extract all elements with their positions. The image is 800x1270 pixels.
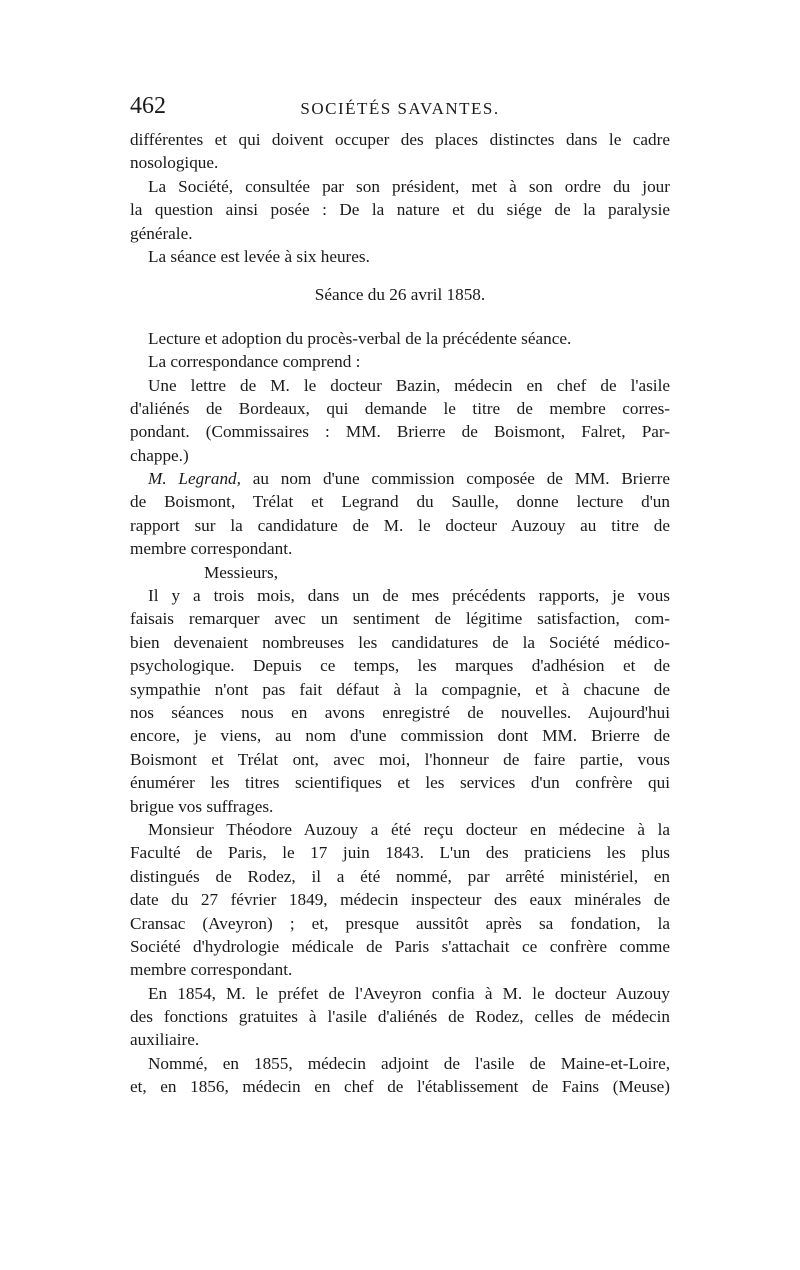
- text-line: Boismont et Trélat ont, avec moi, l'honneur de faire partie, vous: [130, 749, 670, 769]
- text-line: encore, je viens, au nom d'une commission dont MM. Brierre de: [130, 726, 670, 746]
- text-line: Faculté de Paris, le 17 juin 1843. L'un des praticiens les plus: [130, 843, 670, 863]
- text-line: différentes et qui doivent occuper des places distinctes dans le cadre: [130, 130, 670, 149]
- text-line: date du 27 février 1849, médecin inspecteur des eaux minérales de: [130, 890, 670, 910]
- text-line: La Société, consultée par son président, met à son ordre du jour: [148, 176, 670, 196]
- page-header: [130, 93, 670, 123]
- text-line: auxiliaire.: [130, 1030, 200, 1050]
- text-line: Lecture et adoption du procès-verbal de la précédente séance.: [148, 328, 572, 348]
- text-line: chappe.): [130, 445, 189, 465]
- text-line: Nommé, en 1855, médecin adjoint de l'asile de Maine-et-Loire,: [148, 1053, 670, 1073]
- page-number: 462: [130, 93, 166, 119]
- text-line: La correspondance comprend :: [148, 352, 361, 372]
- text-line: Monsieur Théodore Auzouy a été reçu docteur en médecine à la: [148, 819, 670, 839]
- text-line: et, en 1856, médecin en chef de l'établissement de Fains (Meuse): [130, 1077, 670, 1097]
- text-line: énumérer les titres scientifiques et les services d'un confrère qui: [130, 773, 670, 793]
- text-line: nosologique.: [130, 153, 219, 173]
- speaker-name: M. Legrand,: [148, 469, 241, 489]
- text-line: générale.: [130, 223, 193, 243]
- section-heading: Séance du 26 avril 1858.: [314, 285, 486, 305]
- text-line: faisais remarquer avec un sentiment de légitime satisfaction, com-: [130, 609, 670, 629]
- page-body: [130, 128, 670, 1099]
- text-line: sympathie n'ont pas fait défaut à la compagnie, et à chacune de: [130, 679, 670, 699]
- text-line: psychologique. Depuis ce temps, les marques d'adhésion et de: [130, 656, 670, 676]
- text-span: au nom d'une commission composée de MM. Brierre: [240, 469, 670, 489]
- text-line: la question ainsi posée : De la nature et du siége de la paralysie: [130, 200, 670, 220]
- text-line: distingués de Rodez, il a été nommé, par arrêté ministériel, en: [130, 866, 670, 886]
- text-line: Il y a trois mois, dans un de mes précédents rapports, je vous: [148, 586, 670, 606]
- text-line: En 1854, M. le préfet de l'Aveyron confia à M. le docteur Auzouy: [148, 983, 670, 1003]
- text-line: La séance est levée à six heures.: [148, 246, 370, 266]
- text-line: [130, 467, 670, 490]
- text-line: Cransac (Aveyron) ; et, presque aussitôt après sa fondation, la: [130, 913, 670, 933]
- text-line: pondant. (Commissaires : MM. Brierre de Boismont, Falret, Par-: [130, 422, 670, 442]
- text-line: nos séances nous en avons enregistré de nouvelles. Aujourd'hui: [130, 702, 670, 722]
- text-line: membre correspondant.: [130, 539, 293, 559]
- text-line: d'aliénés de Bordeaux, qui demande le titre de membre corres-: [130, 398, 670, 418]
- running-title: SOCIÉTÉS SAVANTES.: [300, 99, 500, 118]
- text-line: Une lettre de M. le docteur Bazin, médecin en chef de l'asile: [148, 375, 670, 395]
- text-line: de Boismont, Trélat et Legrand du Saulle, donne lecture d'un: [130, 492, 670, 512]
- text-line: bien devenaient nombreuses les candidatures de la Société médico-: [130, 632, 670, 652]
- salutation: Messieurs,: [204, 562, 278, 582]
- text-line: des fonctions gratuites à l'asile d'aliénés de Rodez, celles de médecin: [130, 1007, 670, 1027]
- text-line: Société d'hydrologie médicale de Paris s'attachait ce confrère comme: [130, 936, 670, 956]
- text-line: membre correspondant.: [130, 960, 293, 980]
- text-line: brigue vos suffrages.: [130, 796, 274, 816]
- text-line: rapport sur la candidature de M. le docteur Auzouy au titre de: [130, 515, 670, 535]
